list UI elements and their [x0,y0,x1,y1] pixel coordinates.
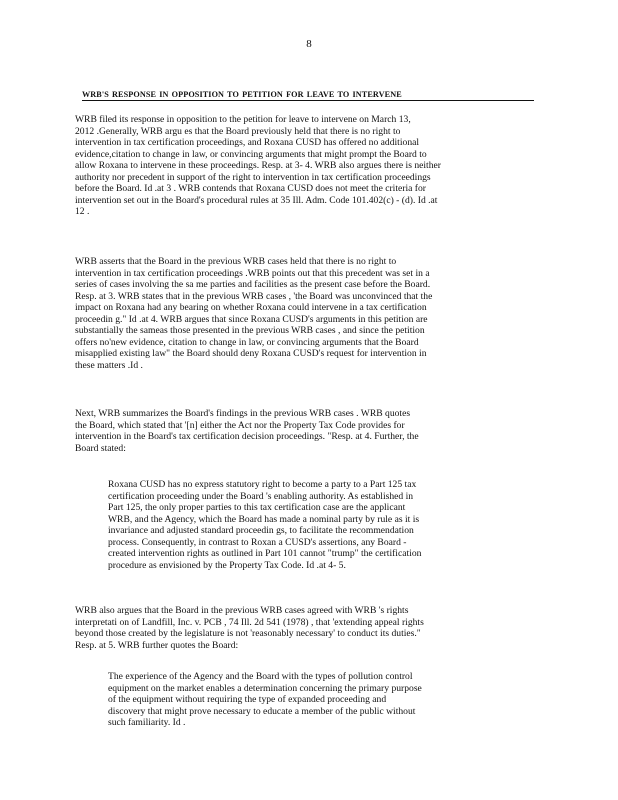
text-line: Part 125, the only proper parties to this tax certification case are the applicant [108,502,406,513]
text-line: interpretati on of Landfill, Inc. v. PCB , 74 Ill. 2d 541 (1978) , that 'extending appeal rights [75,616,424,628]
text-line: intervention in tax certification proceedings, and Roxana CUSD has offered no additional [75,137,420,148]
text-line: evidence,citation to change in law, or convincing arguments that might prompt the Board to [75,148,427,160]
text-line: created intervention rights as outlined in Part 101 cannot "trump" the certification [108,548,422,559]
paragraph-3 [75,408,535,454]
text-line: The experience of the Agency and the Board with the types of pollution control [108,671,413,682]
text-line: allow Roxana to intervene in these proceedings. Resp. at 3- 4. WRB also argues there is neither [75,160,441,171]
text-line: Next, WRB summarizes the Board's findings in the previous WRB cases . WRB quotes [75,408,411,419]
text-line: equipment on the market enables a determination concerning the primary purpose [108,682,422,694]
text-line: offers no'new evidence, citation to change in law, or convincing arguments that the Board [75,336,419,348]
paragraph-2 [75,256,535,371]
text-line: process. Consequently, in contrast to Roxan a CUSD's assertions, any Board - [108,536,407,548]
text-line: Roxana CUSD has no express statutory right to become a party to a Part 125 tax [108,479,417,490]
text-line: proceedin g." Id .at 4. WRB argues that since Roxana CUSD's arguments in this petition are [75,313,428,325]
text-line: Resp. at 3. WRB states that in the previous WRB cases , 'the Board was unconvinced that the [75,290,433,302]
text-line: substantially the sameas those presented in the previous WRB cases , and since the petition [75,325,425,336]
text-line: authority nor precedent in support of the right to intervention in tax certification proceedings [75,171,431,183]
text-line: 12 . [75,206,90,217]
text-line: WRB also argues that the Board in the previous WRB cases agreed with WRB 's rights [75,605,409,616]
paragraph-1 [75,114,535,218]
text-line: these matters .Id . [75,359,143,371]
heading-underline [82,100,534,101]
text-line: beyond those created by the legislature is not 'reasonably necessary' to conduct its duties." [75,628,421,639]
block-quote-1 [108,479,518,571]
text-line: intervention set out in the Board's procedural rules at 35 Ill. Adm. Code 101.402(c) - (d). Id .at [75,194,438,206]
text-line: discovery that might prove necessary to educate a member of the public without [108,705,416,717]
text-line: before the Board. Id .at 3 . WRB contends that Roxana CUSD does not meet the criteria for [75,183,426,194]
text-line: procedure as envisioned by the Property Tax Code. Id .at 4- 5. [108,559,346,571]
text-line: misapplied existing law" the Board should deny Roxana CUSD's request for intervention in [75,348,427,359]
text-line: the Board, which stated that '[n] either the Act nor the Property Tax Code provides for [75,419,405,431]
text-line: WRB asserts that the Board in the previous WRB cases held that there is no right to [75,256,397,267]
text-line: intervention in the Board's tax certification decision proceedings. "Resp. at 4. Further, the [75,431,419,442]
text-line: intervention in tax certification proceedings .WRB points out that this precedent was set in a [75,267,430,279]
text-line: Board stated: [75,442,126,454]
text-line: WRB, and the Agency, which the Board has made a nominal party by rule as it is [108,513,420,525]
text-line: impact on Roxana had any bearing on whether Roxana could intervene in a tax certification [75,302,427,313]
text-line: certification proceeding under the Board 's enabling authority. As established in [108,490,414,502]
block-quote-2 [108,671,518,729]
text-line: of the equipment without requiring the type of expanded proceeding and [108,694,387,705]
text-line: such familiarity. Id . [108,717,186,728]
text-line: invariance and adjusted standard proceedin gs, to facilitate the recommendation [108,525,414,536]
text-line: 2012 .Generally, WRB argu es that the Board previously held that there is no right to [75,125,401,137]
paragraph-4 [75,605,535,651]
text-line: WRB filed its response in opposition to the petition for leave to intervene on March 13, [75,114,411,125]
page-number: 8 [306,38,312,50]
text-line: Resp. at 5. WRB further quotes the Board: [75,639,239,651]
text-line: series of cases involving the sa me parties and facilities as the present case before the Board. [75,279,431,290]
section-heading: WRB'S RESPONSE IN OPPOSITION TO PETITION FOR LEAVE TO INTERVENE [82,90,402,99]
